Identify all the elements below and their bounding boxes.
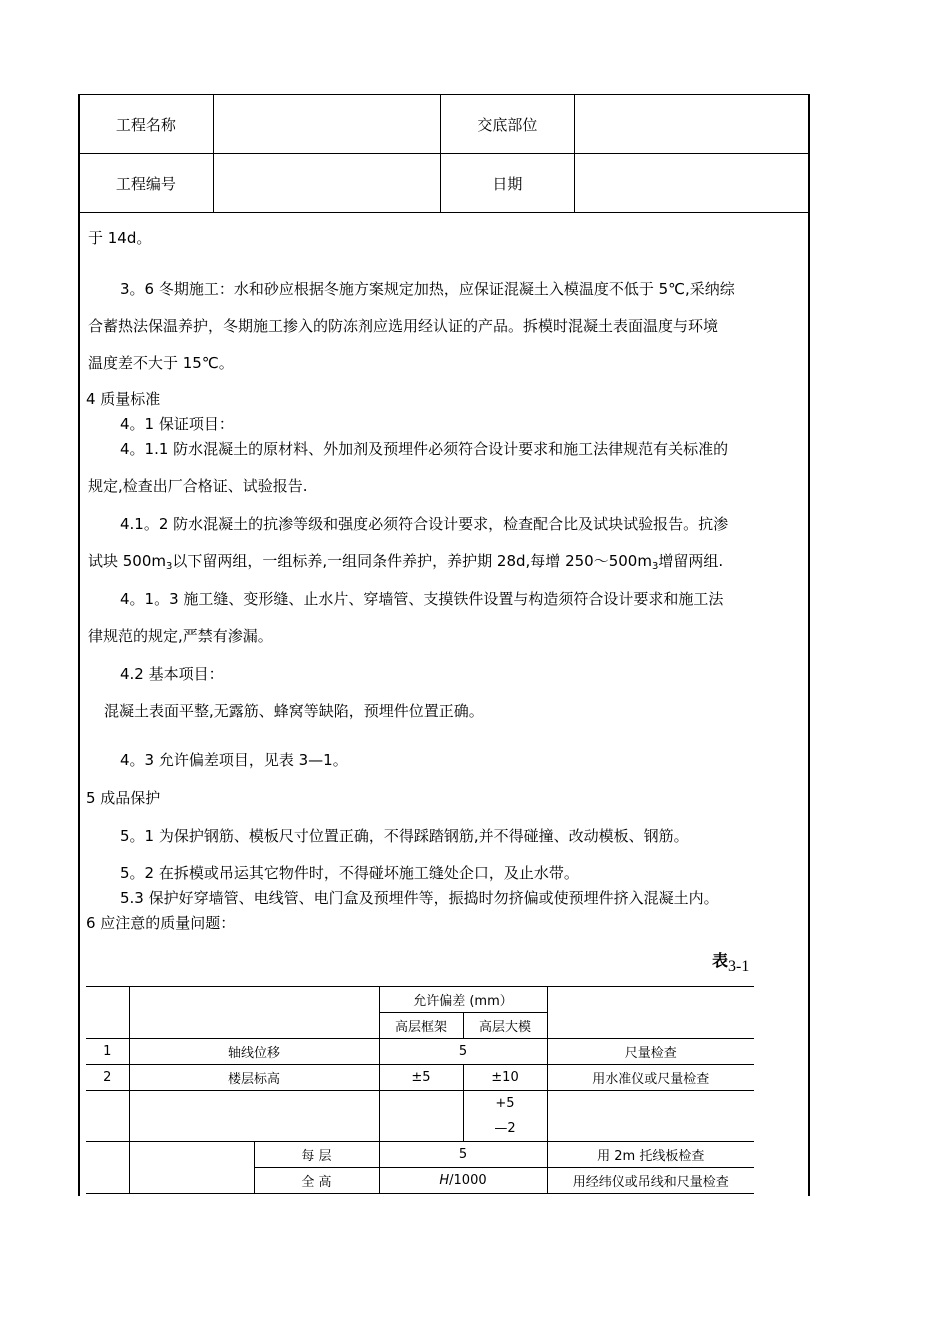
table-cell <box>129 1091 379 1142</box>
paragraph-3-6-line-1: 3。6 冬期施工：水和砂应根据冬施方案规定加热，应保证混凝土入模温度不低于 5℃,采纳综 <box>120 280 735 298</box>
table-caption-number: 3-1 <box>728 958 750 975</box>
paragraph-4-2-body: 混凝土表面平整,无露筋、蜂窝等缺陷，预埋件位置正确。 <box>104 702 484 720</box>
table-cell <box>547 1091 754 1142</box>
row-frame-value: ±5 <box>379 1065 463 1091</box>
row-sub-item: 全 高 <box>254 1168 379 1194</box>
row-number: 1 <box>86 1039 129 1065</box>
text-fragment: 试块 500m <box>88 552 167 570</box>
table-cell <box>129 1142 254 1194</box>
row-sub-item: 每 层 <box>254 1142 379 1168</box>
ratio-text: /1000 <box>449 1173 487 1188</box>
date-value[interactable] <box>575 154 810 213</box>
project-name-value[interactable] <box>213 95 440 154</box>
paragraph-4-1-2-line-1: 4.1。2 防水混凝土的抗渗等级和强度必须符合设计要求，检查配合比及试块试验报告。抗渗 <box>120 515 729 533</box>
col-high-rise-large-form: 高层大模 <box>463 1013 547 1039</box>
table-cell <box>86 1142 129 1194</box>
handover-part-label: 交底部位 <box>440 95 575 154</box>
subscript: 3 <box>651 561 659 572</box>
date-label: 日期 <box>440 154 575 213</box>
handover-part-value[interactable] <box>575 95 810 154</box>
paragraph-4-1-1-line-2: 规定,检查出厂合格证、试验报告. <box>88 477 308 495</box>
project-no-value[interactable] <box>213 154 440 213</box>
paragraph-4-2: 4.2 基本项目： <box>120 665 224 683</box>
paragraph-4-3: 4。3 允许偏差项目，见表 3—1。 <box>120 751 348 769</box>
table-cell <box>86 1091 129 1142</box>
paragraph-line: 于 14d。 <box>88 229 152 247</box>
project-name-label: 工程名称 <box>79 95 214 154</box>
section-4-heading: 4 质量标准 <box>86 390 161 408</box>
header-table <box>78 94 810 213</box>
row-large-minus: —2 <box>494 1121 516 1136</box>
paragraph-3-6-line-3: 温度差不大于 15℃。 <box>88 354 234 372</box>
paragraph-5-1: 5。1 为保护钢筋、模板尺寸位置正确，不得踩踏钢筋,并不得碰撞、改动模板、钢筋。 <box>120 827 689 845</box>
paragraph-3-6-line-2: 合蓄热法保温养护，冬期施工掺入的防冻剂应选用经认证的产品。拆模时混凝土表面温度与环境 <box>88 317 719 335</box>
paragraph-5-2: 5。2 在拆模或吊运其它物件时，不得碰坏施工缝处企口，及止水带。 <box>120 864 579 882</box>
table-cell <box>379 1091 463 1142</box>
paragraph-4-1-3-line-2: 律规范的规定,严禁有渗漏。 <box>88 627 273 645</box>
table-cell <box>547 987 754 1039</box>
paragraph-4-1-2-line-2 <box>88 550 723 572</box>
paragraph-5-3: 5.3 保护好穿墙管、电线管、电门盒及预埋件等，振捣时勿挤偏或使预埋件挤入混凝土内。 <box>120 889 719 907</box>
row-method: 用 2m 托线板检查 <box>547 1142 754 1168</box>
row-method: 用水准仪或尺量检查 <box>547 1065 754 1091</box>
paragraph-4-1-3-line-1: 4。1。3 施工缝、变形缝、止水片、穿墙管、支摸铁件设置与构造须符合设计要求和施工法 <box>120 590 724 608</box>
table-caption <box>712 948 749 976</box>
row-number: 2 <box>86 1065 129 1091</box>
text-fragment: 增留两组. <box>658 552 724 570</box>
subscript: 3 <box>166 561 173 572</box>
table-cell <box>86 987 129 1039</box>
deviation-table <box>86 986 754 1194</box>
row-value: 5 <box>379 1039 547 1065</box>
row-value: 5 <box>379 1142 547 1168</box>
table-caption-prefix: 表 <box>712 951 729 970</box>
row-large-value-pair <box>463 1091 547 1142</box>
text-fragment: 以下留两组，一组标养,一组同条件养护，养护期 28d,每增 250～500m <box>172 552 652 570</box>
section-5-heading: 5 成品保护 <box>86 789 161 807</box>
row-method: 尺量检查 <box>547 1039 754 1065</box>
paragraph-4-1-1-line-1: 4。1.1 防水混凝土的原材料、外加剂及预埋件必须符合设计要求和施工法律规范有关标准的 <box>120 440 729 458</box>
height-symbol: H <box>439 1173 450 1188</box>
row-item: 楼层标高 <box>129 1065 379 1091</box>
row-item: 轴线位移 <box>129 1039 379 1065</box>
section-6-heading: 6 应注意的质量问题： <box>86 914 236 932</box>
col-allowable-deviation: 允许偏差 (mm） <box>379 987 547 1013</box>
project-no-label: 工程编号 <box>79 154 214 213</box>
row-value <box>379 1168 547 1194</box>
table-cell <box>129 987 379 1039</box>
row-method: 用经纬仪或吊线和尺量检查 <box>547 1168 754 1194</box>
row-large-plus: +5 <box>495 1096 515 1111</box>
row-large-value: ±10 <box>463 1065 547 1091</box>
col-high-rise-frame: 高层框架 <box>379 1013 463 1039</box>
paragraph-4-1: 4。1 保证项目： <box>120 415 234 433</box>
